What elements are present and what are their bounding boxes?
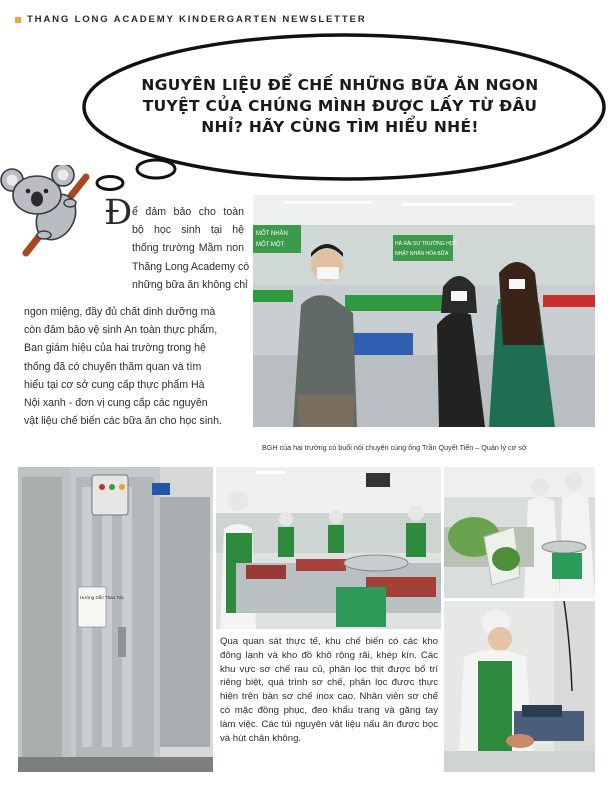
paragraph-line: Ban giám hiệu của hai trường trong hệ	[24, 342, 206, 355]
paragraph-line: ể đảm bảo cho toàn	[132, 206, 244, 218]
storage-label-text: Hướng Dẫn Thao Tác	[80, 595, 124, 600]
bubble-line: TUYỆT CỦA CHÚNG MÌNH ĐƯỢC LẤY TỪ ĐÂU	[142, 97, 538, 115]
thought-bubble-dot-small	[97, 177, 123, 190]
bubble-line: NHỈ? HÃY CÙNG TÌM HIỂU NHÉ!	[201, 118, 479, 136]
newsletter-title: THANG LONG ACADEMY KINDERGARTEN NEWSLETTER	[27, 14, 367, 25]
sign-text: MỐT NHÂN	[256, 231, 288, 237]
paragraph-line: Nội xanh - đơn vị cung cấp các nguyên	[24, 397, 208, 410]
sign-text: NHẬT NHÂN HÓA BỮA	[395, 251, 449, 257]
photo-meeting	[253, 195, 595, 427]
paragraph-line: còn đảm bảo vệ sinh An toàn thực phẩm,	[24, 324, 218, 337]
paragraph-line: bộ học sinh tại hệ	[132, 224, 244, 237]
sign-text: HÀ RÀI SƯ TRƯỜNG HỌC	[395, 241, 458, 247]
paragraph-line: thống trường Mầm non	[132, 242, 244, 255]
intro-paragraph-narrow	[132, 203, 250, 294]
sign-text: MỐT MỘT	[256, 242, 285, 248]
paragraph-line: Thăng Long Academy có	[132, 260, 250, 273]
paragraph-line: ngon miệng, đầy đủ chất dinh dưỡng mà	[24, 306, 216, 318]
intro-paragraph-wide	[24, 303, 246, 430]
paragraph-line: vật liệu chế biến các bữa ăn cho học sinh.	[24, 415, 222, 428]
photo-vacuum-packing	[444, 601, 595, 772]
bubble-line: NGUYÊN LIỆU ĐỂ CHẾ NHỮNG BỮA ĂN NGON	[141, 76, 539, 94]
photo-cold-storage	[18, 467, 213, 772]
photo-meat-processing	[216, 467, 441, 629]
paragraph-line: thống đã có chuyến thăm quan và tìm	[24, 360, 202, 373]
photo-caption: BGH của hai trường có buổi nói chuyện cùng ông Trần Quyết Tiến – Quản lý cơ sở	[262, 443, 527, 452]
koala-illustration	[0, 165, 100, 260]
thought-bubble-dot-large	[137, 160, 175, 178]
bubble-headline	[120, 75, 560, 138]
paragraph-line: hiểu tại cơ sở cung cấp thực phẩm Hà	[24, 378, 205, 391]
photo-vegetable-processing	[444, 467, 595, 598]
observation-paragraph: Qua quan sát thực tế, khu chế biến có các kho đông lạnh và kho đồ khô rộng rãi, khép kín. Các khu vực sơ chế rau củ, phân lọc thịt được bố trí riêng biệt, quá trình sơ chế, phân lọc được thực hiện trên bàn sơ chế inox cao. Nhân viên sơ chế có mặc đồng phục, đeo khẩu trang và găng tay làm việc. Các túi nguyên vật liệu nấu ăn được bọc và hút chân không.	[220, 636, 438, 744]
drop-cap: Đ	[104, 193, 133, 233]
observation-textbox	[216, 629, 442, 779]
paragraph-line: những bữa ăn không chỉ	[132, 278, 248, 291]
